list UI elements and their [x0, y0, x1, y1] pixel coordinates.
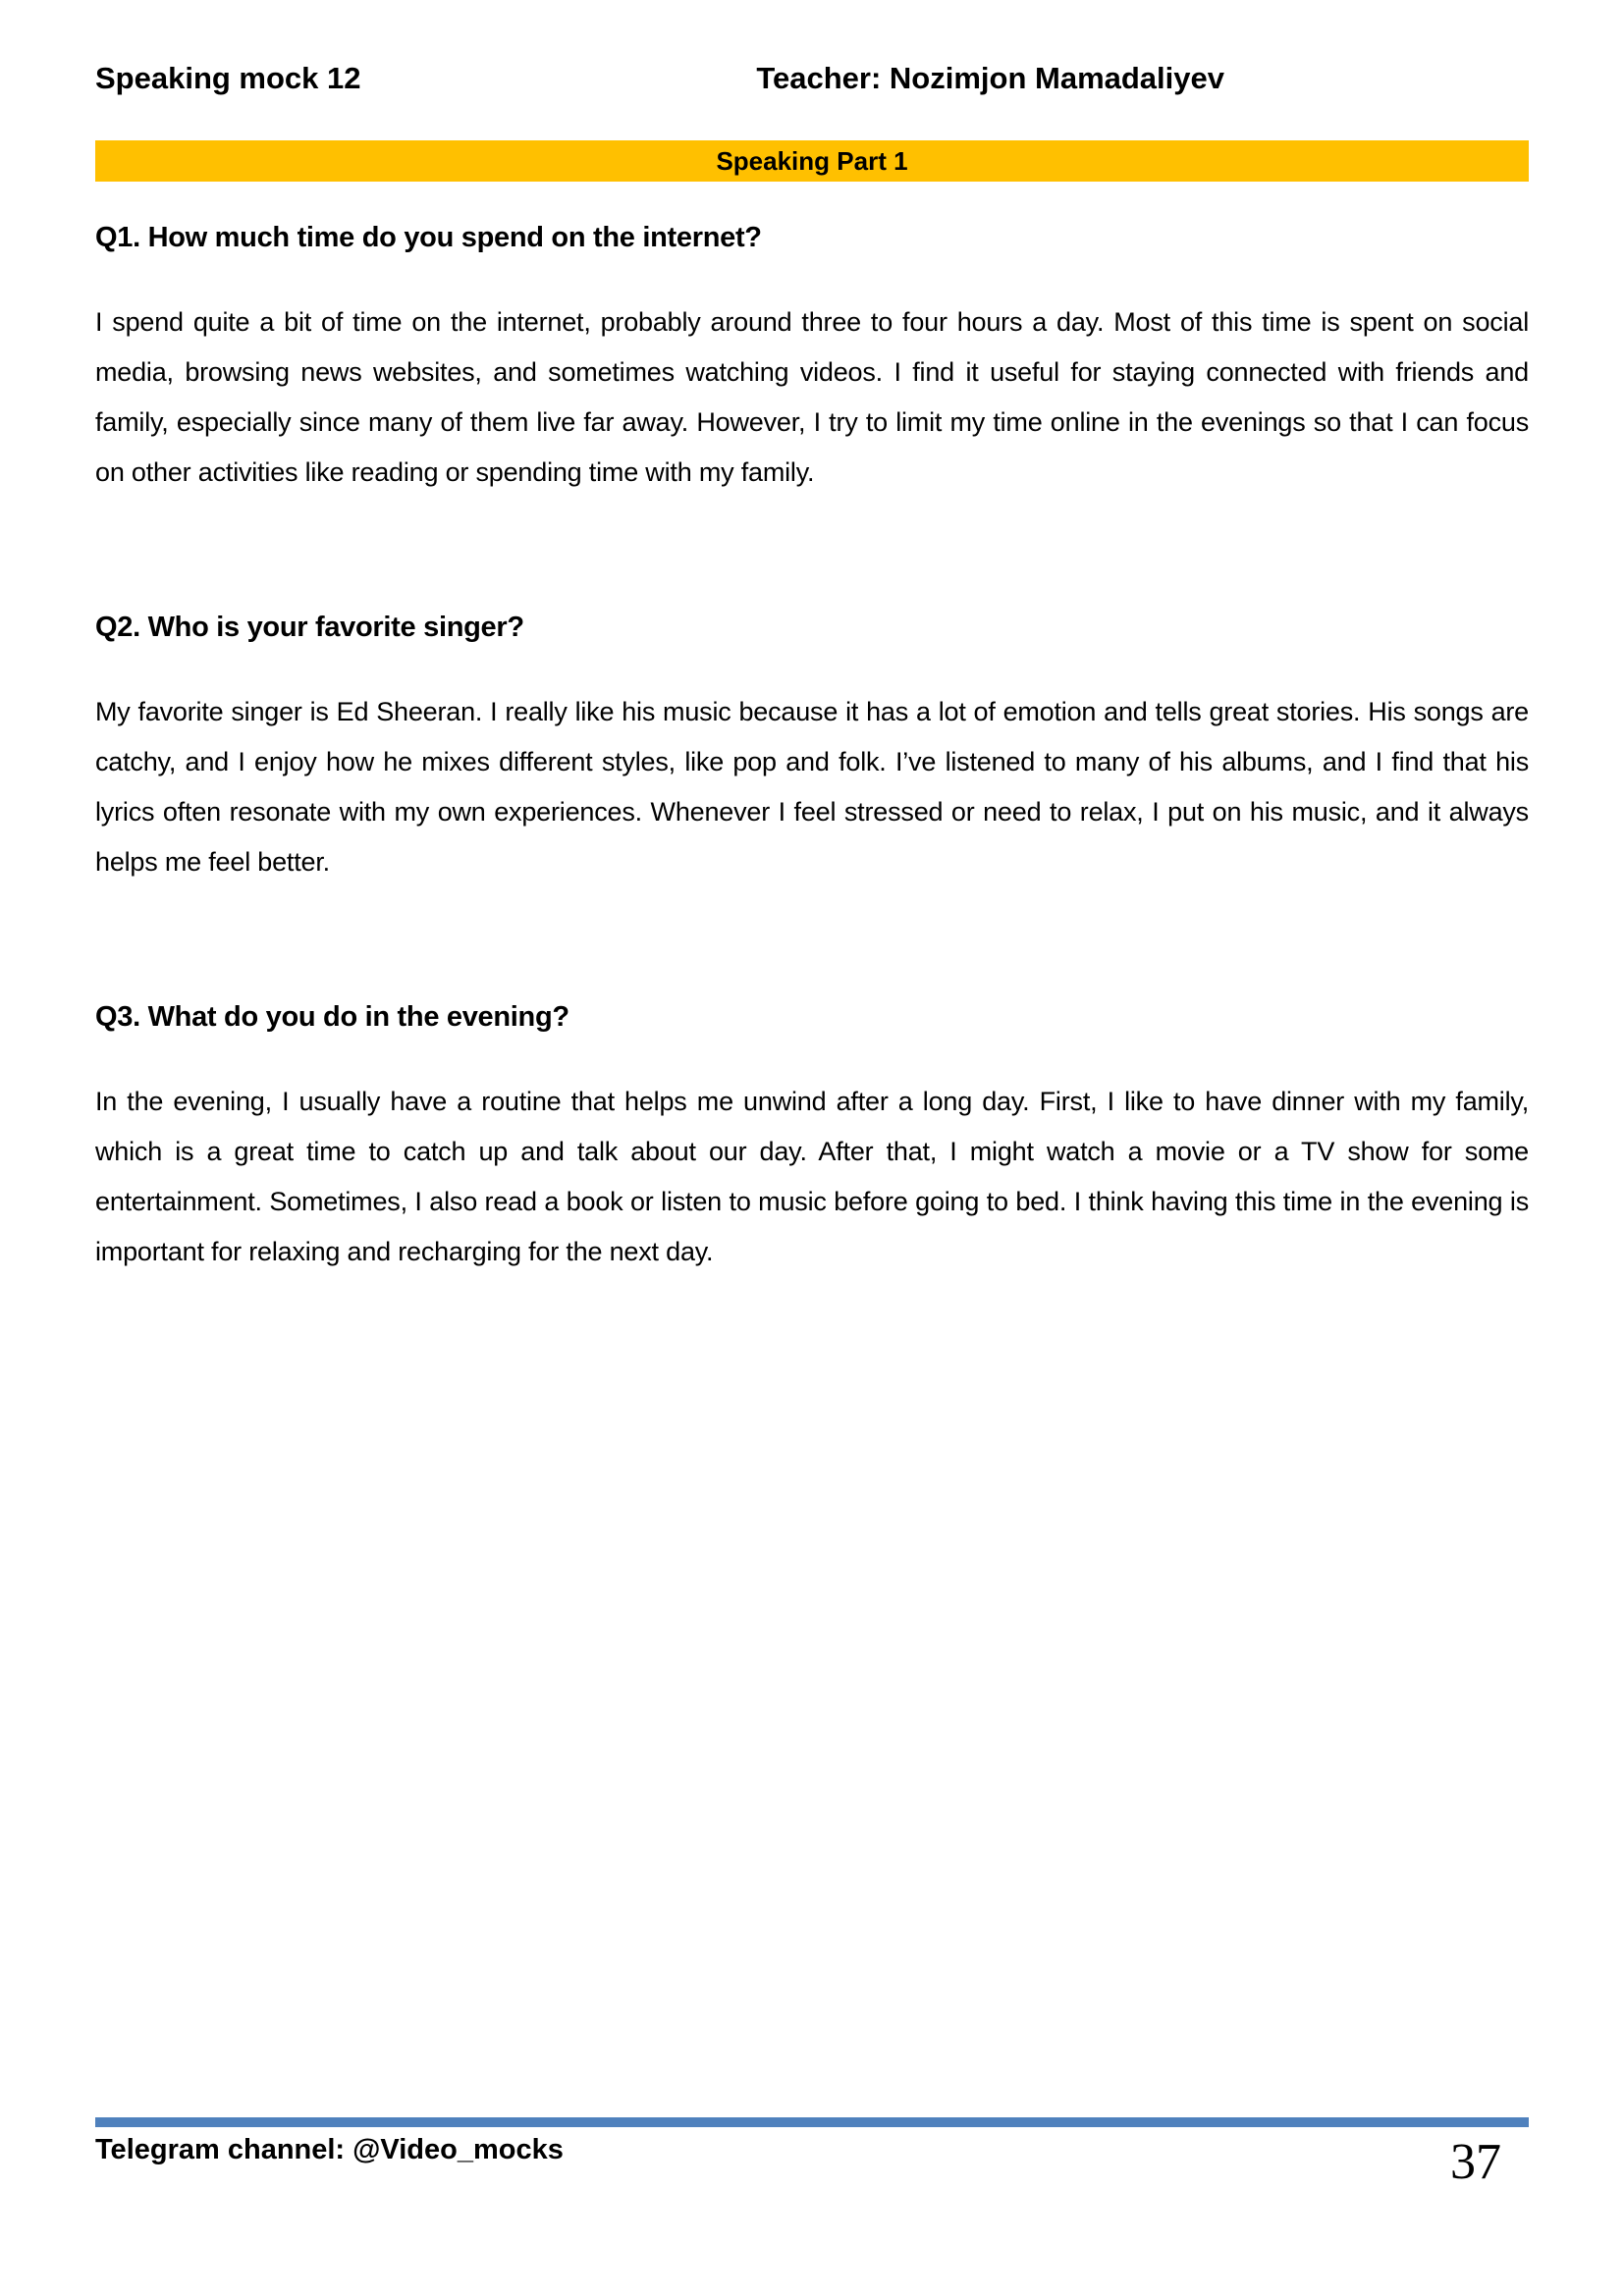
page-header [95, 0, 1529, 96]
section-banner-title: Speaking Part 1 [716, 145, 908, 176]
footer-divider-line [95, 2117, 1529, 2127]
question-2-heading: Q2. Who is your favorite singer? [95, 612, 524, 643]
section-banner [95, 140, 1529, 182]
question-3-heading: Q3. What do you do in the evening? [95, 1001, 569, 1033]
question-2-answer: My favorite singer is Ed Sheeran. I really like his music because it has a lot of emotion and tells great stories. His songs are catchy, and I enjoy how he mixes different styles, like pop and folk. I’ve listened to many of his albums, and I find that his lyrics often resonate with my own experiences. Whenever I feel stressed or need to relax, I put on his music, and it always helps me feel better. [95, 697, 1529, 877]
question-1-heading: Q1. How much time do you spend on the internet? [95, 222, 762, 253]
question-list [95, 221, 1529, 1277]
question-3-answer: In the evening, I usually have a routine that helps me unwind after a long day. First, I like to have dinner with my family, which is a great time to catch up and talk about our day. After that, I might watch a movie or a TV show for some entertainment. Sometimes, I also read a book or listen to music before going to bed. I think having this time in the evening is important for relaxing and recharging for the next day. [95, 1087, 1529, 1266]
qa-block-1 [95, 221, 1529, 498]
qa-block-3 [95, 1000, 1529, 1277]
document-title: Speaking mock 12 [95, 61, 361, 95]
question-1-answer: I spend quite a bit of time on the internet, probably around three to four hours a day. Most of this time is spent on social media, browsing news websites, and sometimes watching videos. I find it useful for staying connected with friends and family, especially since many of them live far away. However, I try to limit my time online in the evenings so that I can focus on other activities like reading or spending time with my family. [95, 307, 1529, 487]
footer-row [95, 2127, 1529, 2188]
telegram-channel-label: Telegram channel: @Video_mocks [95, 2134, 564, 2165]
page-footer [95, 2117, 1529, 2188]
qa-block-2 [95, 611, 1529, 887]
page-number: 37 [1450, 2134, 1501, 2190]
teacher-name: Teacher: Nozimjon Mamadaliyev [756, 61, 1224, 95]
